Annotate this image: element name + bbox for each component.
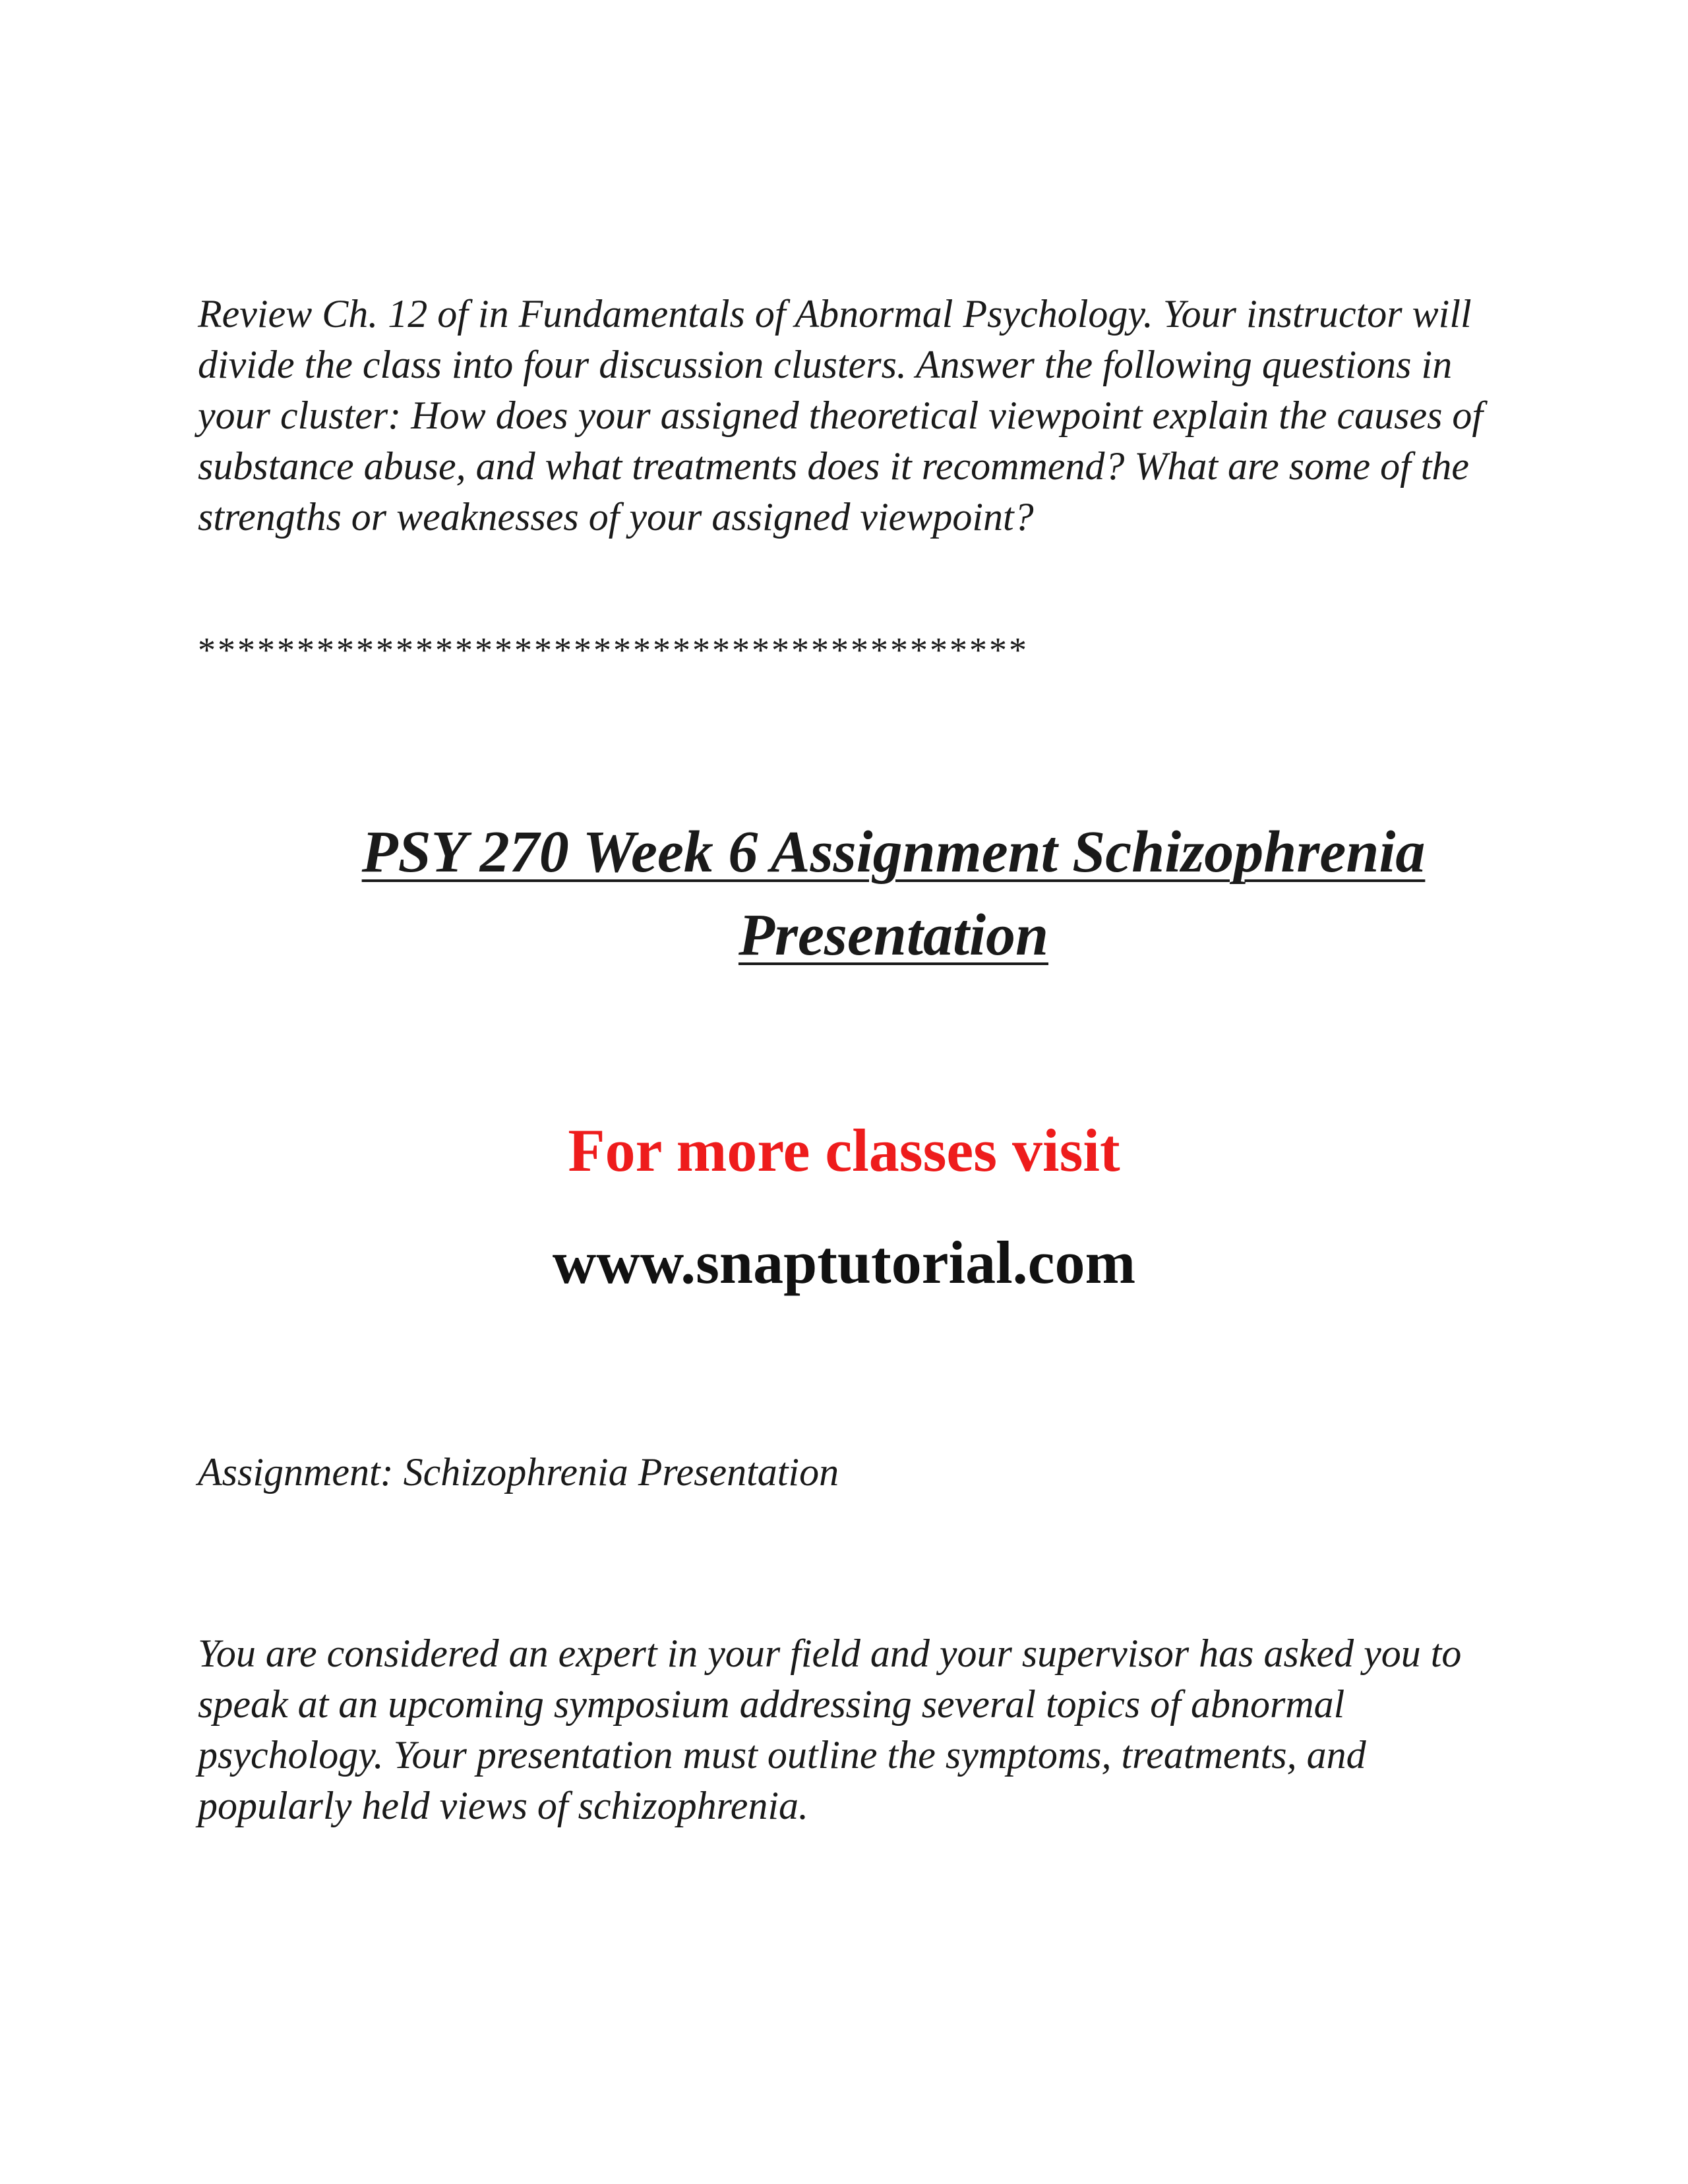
page-title (290, 811, 1497, 977)
visit-promo-text: For more classes visit (568, 1117, 1120, 1184)
separator-line: ****************************************** (198, 630, 1029, 670)
title-line-2: Presentation (738, 902, 1049, 968)
assignment-heading: Assignment: Schizophrenia Presentation (198, 1450, 839, 1494)
website-url: www.snaptutorial.com (552, 1229, 1136, 1296)
intro-paragraph: Review Ch. 12 of in Fundamentals of Abnormal Psychology. Your instructor will divide the class into four discussion clusters. Answer the following questions in your cluster: How does your assigned theoretical viewpoint explain the causes of substance abuse, and what treatments does it recommend? What are some of the strengths or weaknesses of your assigned viewpoint? (198, 292, 1484, 539)
body-paragraph: You are considered an expert in your field and your supervisor has asked you to speak at an upcoming symposium addressing several topics of abnormal psychology. Your presentation must outline the symptoms, treatments, and popularly held views of schizophrenia. (198, 1632, 1462, 1827)
title-line-1: PSY 270 Week 6 Assignment Schizophrenia (361, 819, 1426, 885)
